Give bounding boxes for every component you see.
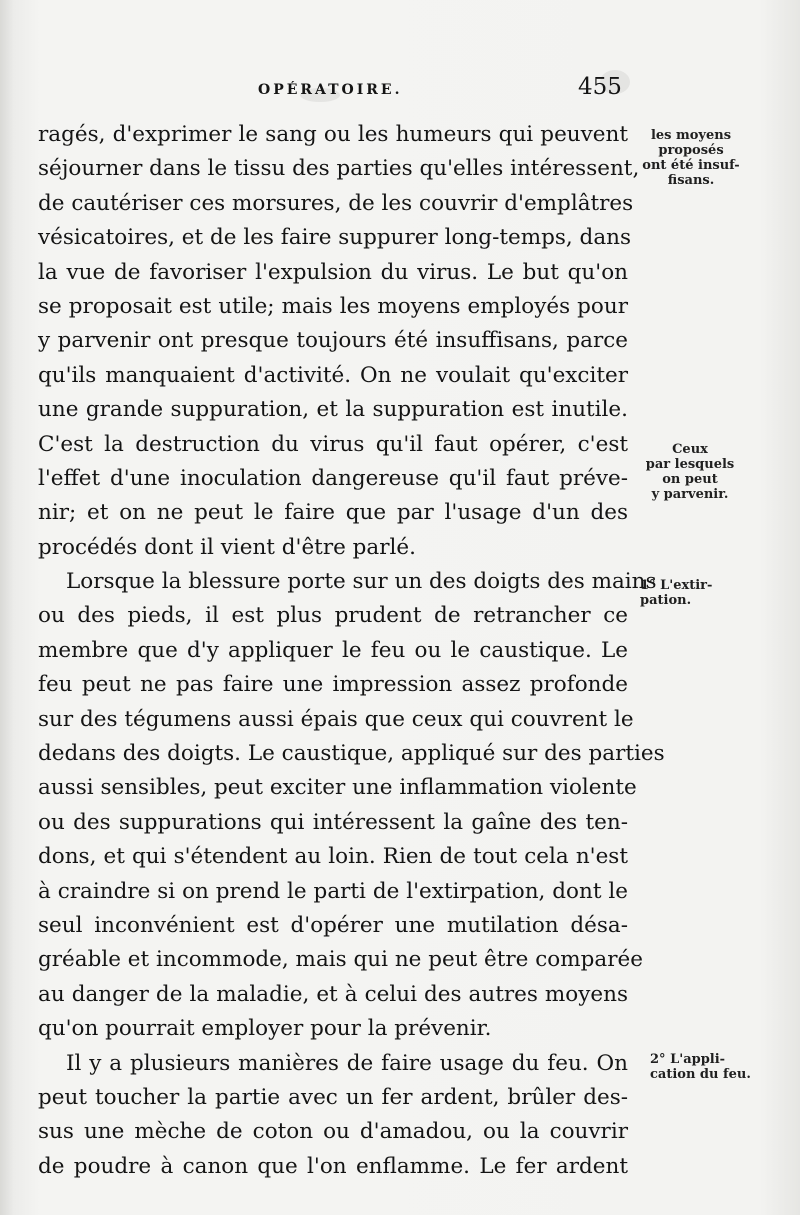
margin-note-line: 1° L'extir- [640, 578, 713, 593]
text-line: nir; et on ne peut le faire que par l'usage d'un des [38, 500, 628, 526]
text-line: peut toucher la partie avec un fer ardent, brûler des- [38, 1084, 628, 1110]
running-head: OPÉRATOIRE. [258, 82, 403, 98]
text-line: au danger de la maladie, et à celui des autres moyens [38, 981, 628, 1007]
margin-note-line: cation du feu. [650, 1067, 751, 1082]
text-line: membre que d'y appliquer le feu ou le caustique. Le [38, 637, 628, 663]
text-line: ou des suppurations qui intéressent la gaîne des ten- [38, 809, 628, 835]
margin-note-proposed-means [636, 128, 746, 188]
text-line: dedans des doigts. Le caustique, appliqué sur des parties [38, 741, 665, 767]
margin-note-line: ont été insuf- [642, 158, 740, 173]
margin-note-line: les moyens [650, 128, 732, 143]
text-line: sur des tégumens aussi épais que ceux qui couvrent le [38, 706, 634, 732]
text-line: séjourner dans le tissu des parties qu'elles intéressent, [38, 156, 640, 182]
text-line: se proposait est utile; mais les moyens employés pour [38, 293, 628, 319]
margin-note-line: y parvenir. [651, 487, 729, 502]
text-line: l'effet d'une inoculation dangereuse qu'il faut préve- [38, 465, 628, 491]
margin-note-line: pation. [640, 593, 692, 608]
text-line: ragés, d'exprimer le sang ou les humeurs qui peuvent [38, 122, 628, 147]
margin-note-line: Ceux [672, 442, 708, 457]
margin-note-extirpation [640, 578, 740, 608]
text-line: feu peut ne pas faire une impression assez profonde [38, 672, 628, 698]
text-line: seul inconvénient est d'opérer une mutilation désa- [38, 912, 628, 938]
page-number: 455 [578, 74, 622, 100]
margin-note-fire-application [650, 1052, 760, 1082]
text-line: aussi sensibles, peut exciter une inflammation violente [38, 775, 637, 801]
text-line: la vue de favoriser l'expulsion du virus. Le but qu'on [38, 259, 628, 285]
text-line: gréable et incommode, mais qui ne peut être comparée [38, 947, 643, 973]
text-line: qu'ils manquaient d'activité. On ne voulait qu'exciter [38, 362, 628, 388]
text-line: vésicatoires, et de les faire suppurer long-temps, dans [38, 225, 632, 251]
text-line: Il y a plusieurs manières de faire usage du feu. On [66, 1050, 628, 1076]
text-line: une grande suppuration, et la suppuration est inutile. [38, 397, 628, 423]
margin-note-line: on peut [662, 472, 718, 487]
text-line: dons, et qui s'étendent au loin. Rien de tout cela n'est [38, 844, 628, 870]
text-line: C'est la destruction du virus qu'il faut opérer, c'est [38, 431, 628, 457]
text-line: à craindre si on prend le parti de l'extirpation, dont le [38, 878, 628, 904]
text-line: procédés dont il vient d'être parlé. [38, 534, 416, 560]
text-line: Lorsque la blessure porte sur un des doigts des mains [66, 569, 657, 595]
text-line: qu'on pourrait employer pour la prévenir. [38, 1016, 492, 1042]
text-line: ou des pieds, il est plus prudent de retrancher ce [38, 603, 628, 629]
text-line: y parvenir ont presque toujours été insuffisans, parce [38, 328, 628, 354]
margin-note-line: 2° L'appli- [650, 1052, 726, 1067]
margin-note-line: fisans. [667, 173, 715, 188]
text-line: sus une mèche de coton ou d'amadou, ou la couvrir [38, 1119, 628, 1145]
text-line: de poudre à canon que l'on enflamme. Le fer ardent [38, 1153, 628, 1179]
margin-note-how-to-achieve [640, 442, 740, 502]
margin-note-line: proposés [658, 143, 724, 158]
margin-note-line: par lesquels [645, 457, 735, 472]
body-text [38, 118, 665, 1184]
text-line: de cautériser ces morsures, de les couvrir d'emplâtres [38, 190, 634, 216]
